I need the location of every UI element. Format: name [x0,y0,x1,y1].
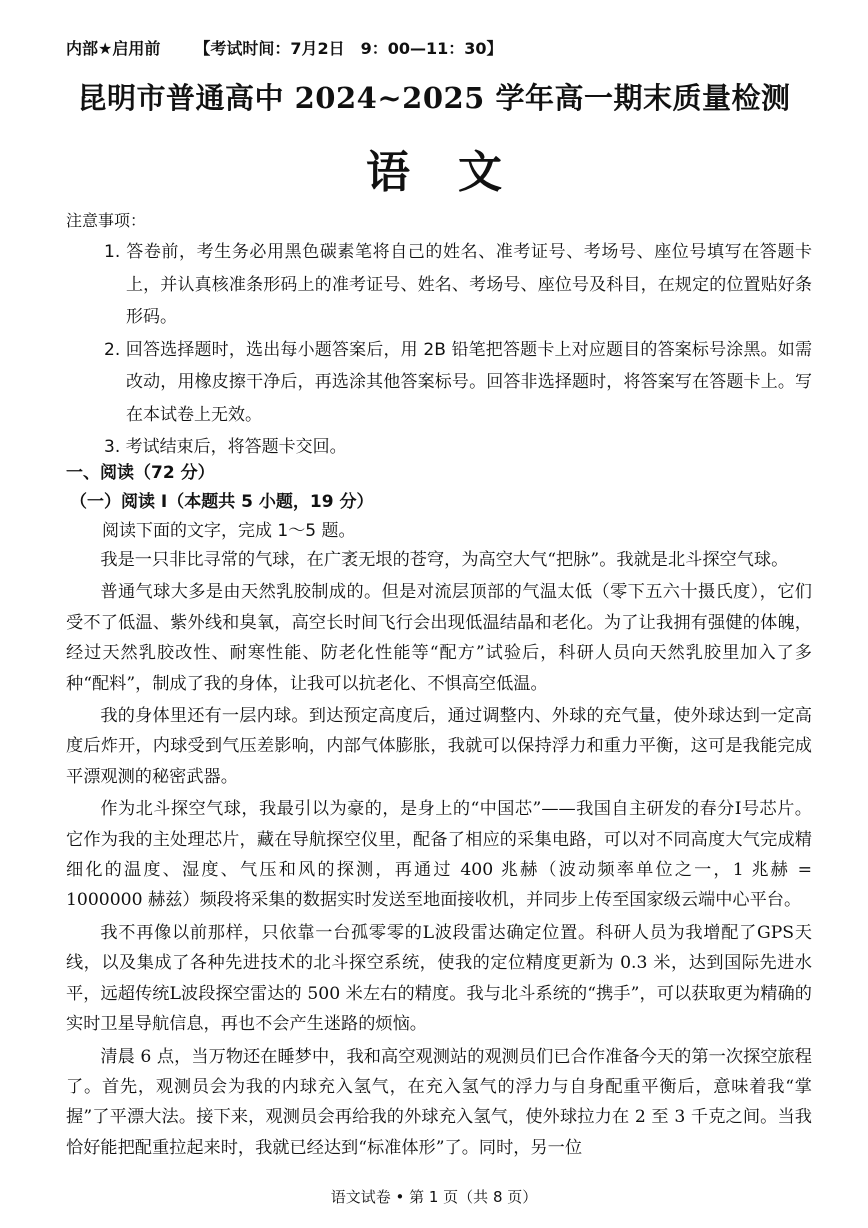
notice-item: 2. 回答选择题时，选出每小题答案后，用 2B 铅笔把答题卡上对应题目的答案标号涂黑。如需改动，用橡皮擦干净后，再选涂其他答案标号。回答非选择题时，将答案写在答题卡上。写在本试卷上无效。 [104,339,812,425]
passage-paragraph: 普通气球大多是由天然乳胶制成的。但是对流层顶部的气温太低（零下五六十摄氏度），它们受不了低温、紫外线和臭氧，高空长时间飞行会出现低温结晶和老化。为了让我拥有强健的体魄，经过天然乳胶改性、耐寒性能、防老化性能等“配方”试验后，科研人员向天然乳胶里加入了多种“配料”，制成了我的身体，让我可以抗老化、不惧高空低温。 [66,582,812,694]
passage-paragraph: 我是一只非比寻常的气球，在广袤无垠的苍穹，为高空大气“把脉”。我就是北斗探空气球。 [100,550,789,570]
exam-title: 昆明市普通高中 2024~2025 学年高一期末质量检测 [77,81,791,115]
subject-title: 语文 [366,147,550,198]
section-heading: 一、阅读（72 分） [66,463,215,483]
passage-paragraph: 清晨 6 点，当万物还在睡梦中，我和高空观测站的观测员们已合作准备今天的第一次探空旅程了。首先，观测员会为我的内球充入氢气，在充入氢气的浮力与自身配重平衡后，意味着我“掌握”了平漂大法。接下来，观测员会再给我的外球充入氢气，使外球拉力在 2 至 3 千克之间。当我恰好能把配重拉起来时，我就已经达到“标准体形”了。同时，另一位 [66,1046,812,1158]
exam-header [66,36,503,59]
exam-time: 【考试时间：7月2日 9：00—11：30】 [194,39,503,58]
reading-passage [66,545,812,1165]
passage-paragraph: 我不再像以前那样，只依靠一台孤零零的L波段雷达确定位置。科研人员为我增配了GPS天线，以及集成了各种先进技术的北斗探空系统，使我的定位精度更新为 0.3 米，达到国际先进水平，远超传统L波段探空雷达的 500 米左右的精度。我与北斗系统的“携手”，可以获取更为精确的实时卫星导航信息，再也不会产生迷路的烦恼。 [66,922,812,1035]
page-footer: 语文试卷 • 第 1 页（共 8 页） [330,1188,538,1206]
internal-label: 内部★启用前 [66,39,161,58]
notice-item: 3. 考试结束后，将答题卡交回。 [104,437,347,457]
passage-paragraph: 我的身体里还有一层内球。到达预定高度后，通过调整内、外球的充气量，使外球达到一定高度后炸开，内球受到气压差影响，内部气体膨胀，我就可以保持浮力和重力平衡，这可是我能完成平漂观测的秘密武器。 [66,706,812,787]
subsection-heading: （一）阅读 I（本题共 5 小题，19 分） [70,492,374,512]
notice-item: 1. 答卷前，考生务必用黑色碳素笔将自己的姓名、准考证号、考场号、座位号填写在答题卡上，并认真核准条形码上的准考证号、姓名、考场号、座位号及科目，在规定的位置贴好条形码。 [104,242,812,327]
reading-instruction: 阅读下面的文字，完成 1～5 题。 [102,521,356,541]
passage-paragraph: 作为北斗探空气球，我最引以为豪的，是身上的“中国芯”——我国自主研发的春分I号芯片。它作为我的主处理芯片，藏在导航探空仪里，配备了相应的采集电路，可以对不同高度大气完成精细化的温度、湿度、气压和风的探测，再通过 400 兆赫（波动频率单位之一，1 兆赫 = 1000000 赫兹）频段将采集的数据实时发送至地面接收机，并同步上传至国家级云端中心平台。 [66,799,812,911]
notice-heading: 注意事项： [66,211,147,230]
notice-list [104,236,812,464]
